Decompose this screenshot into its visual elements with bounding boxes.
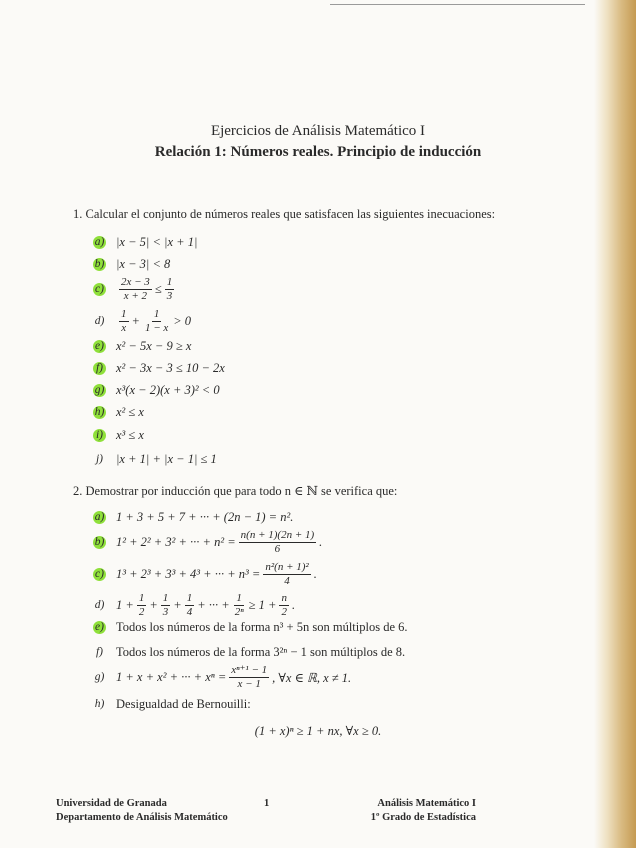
item-label: g) xyxy=(94,671,105,683)
q2-item-d xyxy=(93,592,295,619)
item-expression-end: . xyxy=(291,598,296,612)
fraction-denominator: 2 xyxy=(281,606,287,618)
bernoulli-inequality: (1 + x)ⁿ ≥ 1 + nx, ∀x ≥ 0. xyxy=(254,724,382,738)
item-expression-end: . xyxy=(313,567,317,581)
fraction-numerator: n²(n + 1)² xyxy=(265,561,309,573)
item-expression: Todos los números de la forma n³ + 5n son múltiplos de 6. xyxy=(116,620,408,634)
item-label: d) xyxy=(94,599,105,611)
fraction-denominator: 1 − x xyxy=(144,322,169,334)
q1-item-f xyxy=(93,361,225,376)
relation: ≥ 1 + xyxy=(248,598,277,612)
item-expression: |x − 5| < |x + 1| xyxy=(116,235,198,249)
item-expression-left: 1³ + 2³ + 3³ + 4³ + ··· + n³ = xyxy=(116,567,261,581)
fraction-numerator: 1 xyxy=(236,592,242,604)
relation: ≤ xyxy=(154,282,162,296)
fraction xyxy=(185,592,195,619)
item-label: c) xyxy=(93,568,106,581)
fraction xyxy=(143,308,170,335)
q2-item-c xyxy=(93,561,317,588)
page-number: 1 xyxy=(264,798,270,809)
q1-item-c xyxy=(93,276,177,303)
item-expression: 1 + 3 + 5 + 7 + ··· + (2n − 1) = n². xyxy=(116,510,294,524)
relation: > 0 xyxy=(173,314,192,328)
question-2-intro: 2. Demostrar por inducción que para todo n ∈ ℕ se verifica que: xyxy=(73,484,398,498)
item-expression-left: 1 + xyxy=(116,598,134,612)
question-1-intro: 1. Calcular el conjunto de números reales que satisfacen las siguientes inecuaciones: xyxy=(73,207,496,221)
document-subtitle: Relación 1: Números reales. Principio de inducción xyxy=(154,144,482,160)
item-label: e) xyxy=(93,621,106,634)
fraction-numerator: 1 xyxy=(186,592,193,604)
q1-item-a xyxy=(93,235,197,250)
fraction xyxy=(119,308,129,335)
item-expression: |x − 3| < 8 xyxy=(116,257,171,271)
fraction-numerator: n(n + 1)(2n + 1) xyxy=(240,529,315,541)
document-title: Ejercicios de Análisis Matemático I xyxy=(210,123,426,139)
item-expression-left: 1 + x + x² + ··· + xⁿ = xyxy=(116,670,227,684)
fraction-numerator: 1 xyxy=(138,592,145,604)
item-expression: x² − 3x − 3 ≤ 10 − 2x xyxy=(116,361,225,375)
fraction xyxy=(263,561,310,588)
fraction-numerator: 1 xyxy=(162,592,169,604)
q1-item-d xyxy=(93,308,191,335)
q1-item-g xyxy=(93,383,220,398)
item-label: a) xyxy=(94,236,105,248)
item-expression: Desigualdad de Bernouilli: xyxy=(116,697,251,711)
fraction-denominator: x xyxy=(121,322,127,334)
fraction-numerator: 1 xyxy=(121,308,127,320)
q1-item-i xyxy=(93,428,144,443)
operator: + xyxy=(131,314,140,328)
footer-right xyxy=(371,797,476,825)
q1-item-e xyxy=(93,339,191,354)
item-expression: x³ ≤ x xyxy=(116,428,144,442)
fraction-numerator: 1 xyxy=(153,308,160,320)
item-expression-end: . xyxy=(319,535,323,549)
fraction-denominator: 2 xyxy=(138,606,145,618)
fraction-denominator: 6 xyxy=(274,543,281,555)
q2-item-g xyxy=(93,664,351,691)
fraction-numerator: n xyxy=(281,592,287,604)
item-expression: |x + 1| + |x − 1| ≤ 1 xyxy=(116,452,217,466)
item-expression: Todos los números de la forma 3²ⁿ − 1 son múltiplos de 8. xyxy=(116,645,406,659)
document-header xyxy=(0,121,636,163)
fraction xyxy=(279,592,289,619)
top-rule xyxy=(330,4,585,5)
item-label: j) xyxy=(95,453,104,465)
fraction xyxy=(229,664,269,691)
fraction-denominator: 2ⁿ xyxy=(234,606,244,618)
q2-item-e xyxy=(93,620,408,635)
item-label: i) xyxy=(93,429,106,442)
item-label: h) xyxy=(94,406,105,418)
operator: + xyxy=(149,598,158,612)
item-label: f) xyxy=(95,646,104,658)
footer-course: Análisis Matemático I xyxy=(377,798,476,809)
item-label: a) xyxy=(94,511,105,523)
item-expression: x³(x − 2)(x + 3)² < 0 xyxy=(116,383,220,397)
fraction xyxy=(119,276,152,303)
fraction-denominator: x − 1 xyxy=(237,678,261,690)
q2-item-f xyxy=(93,645,405,660)
q2-item-b xyxy=(93,529,322,556)
item-expression-left: 1² + 2² + 3² + ··· + n² = xyxy=(116,535,236,549)
footer-university: Universidad de Granada xyxy=(56,798,167,809)
q2-item-h xyxy=(93,697,251,712)
item-expression: x² ≤ x xyxy=(116,405,144,419)
fraction-numerator: 1 xyxy=(166,276,173,288)
fraction-denominator: 3 xyxy=(166,290,173,302)
fraction-numerator: xⁿ⁺¹ − 1 xyxy=(231,664,268,676)
item-label: d) xyxy=(94,315,105,327)
footer-degree: 1º Grado de Estadística xyxy=(370,812,476,823)
q1-item-h xyxy=(93,405,144,420)
footer-left xyxy=(56,797,228,825)
fraction xyxy=(161,592,171,619)
fraction-numerator: 2x − 3 xyxy=(121,276,150,288)
item-label: c) xyxy=(93,283,106,296)
operator: + ··· + xyxy=(197,598,230,612)
item-label: e) xyxy=(93,340,106,353)
fraction-denominator: x + 2 xyxy=(123,290,148,302)
q1-item-b xyxy=(93,257,170,272)
footer-department: Departamento de Análisis Matemático xyxy=(56,812,228,823)
fraction xyxy=(239,529,317,556)
fraction-denominator: 3 xyxy=(162,606,169,618)
fraction xyxy=(137,592,147,619)
item-expression-end: , ∀x ∈ ℝ, x ≠ 1. xyxy=(272,670,352,685)
fraction xyxy=(165,276,175,303)
item-label: b) xyxy=(94,258,105,270)
q1-item-j xyxy=(93,452,217,467)
item-label: h) xyxy=(94,698,105,710)
item-label: g) xyxy=(94,384,105,396)
item-label: b) xyxy=(94,536,105,548)
fraction-denominator: 4 xyxy=(284,575,290,587)
item-expression: x² − 5x − 9 ≥ x xyxy=(116,339,192,353)
fraction-denominator: 4 xyxy=(186,606,193,618)
item-label: f) xyxy=(93,362,106,375)
q2-item-a xyxy=(93,510,293,525)
operator: + xyxy=(173,598,182,612)
fraction xyxy=(233,592,246,619)
